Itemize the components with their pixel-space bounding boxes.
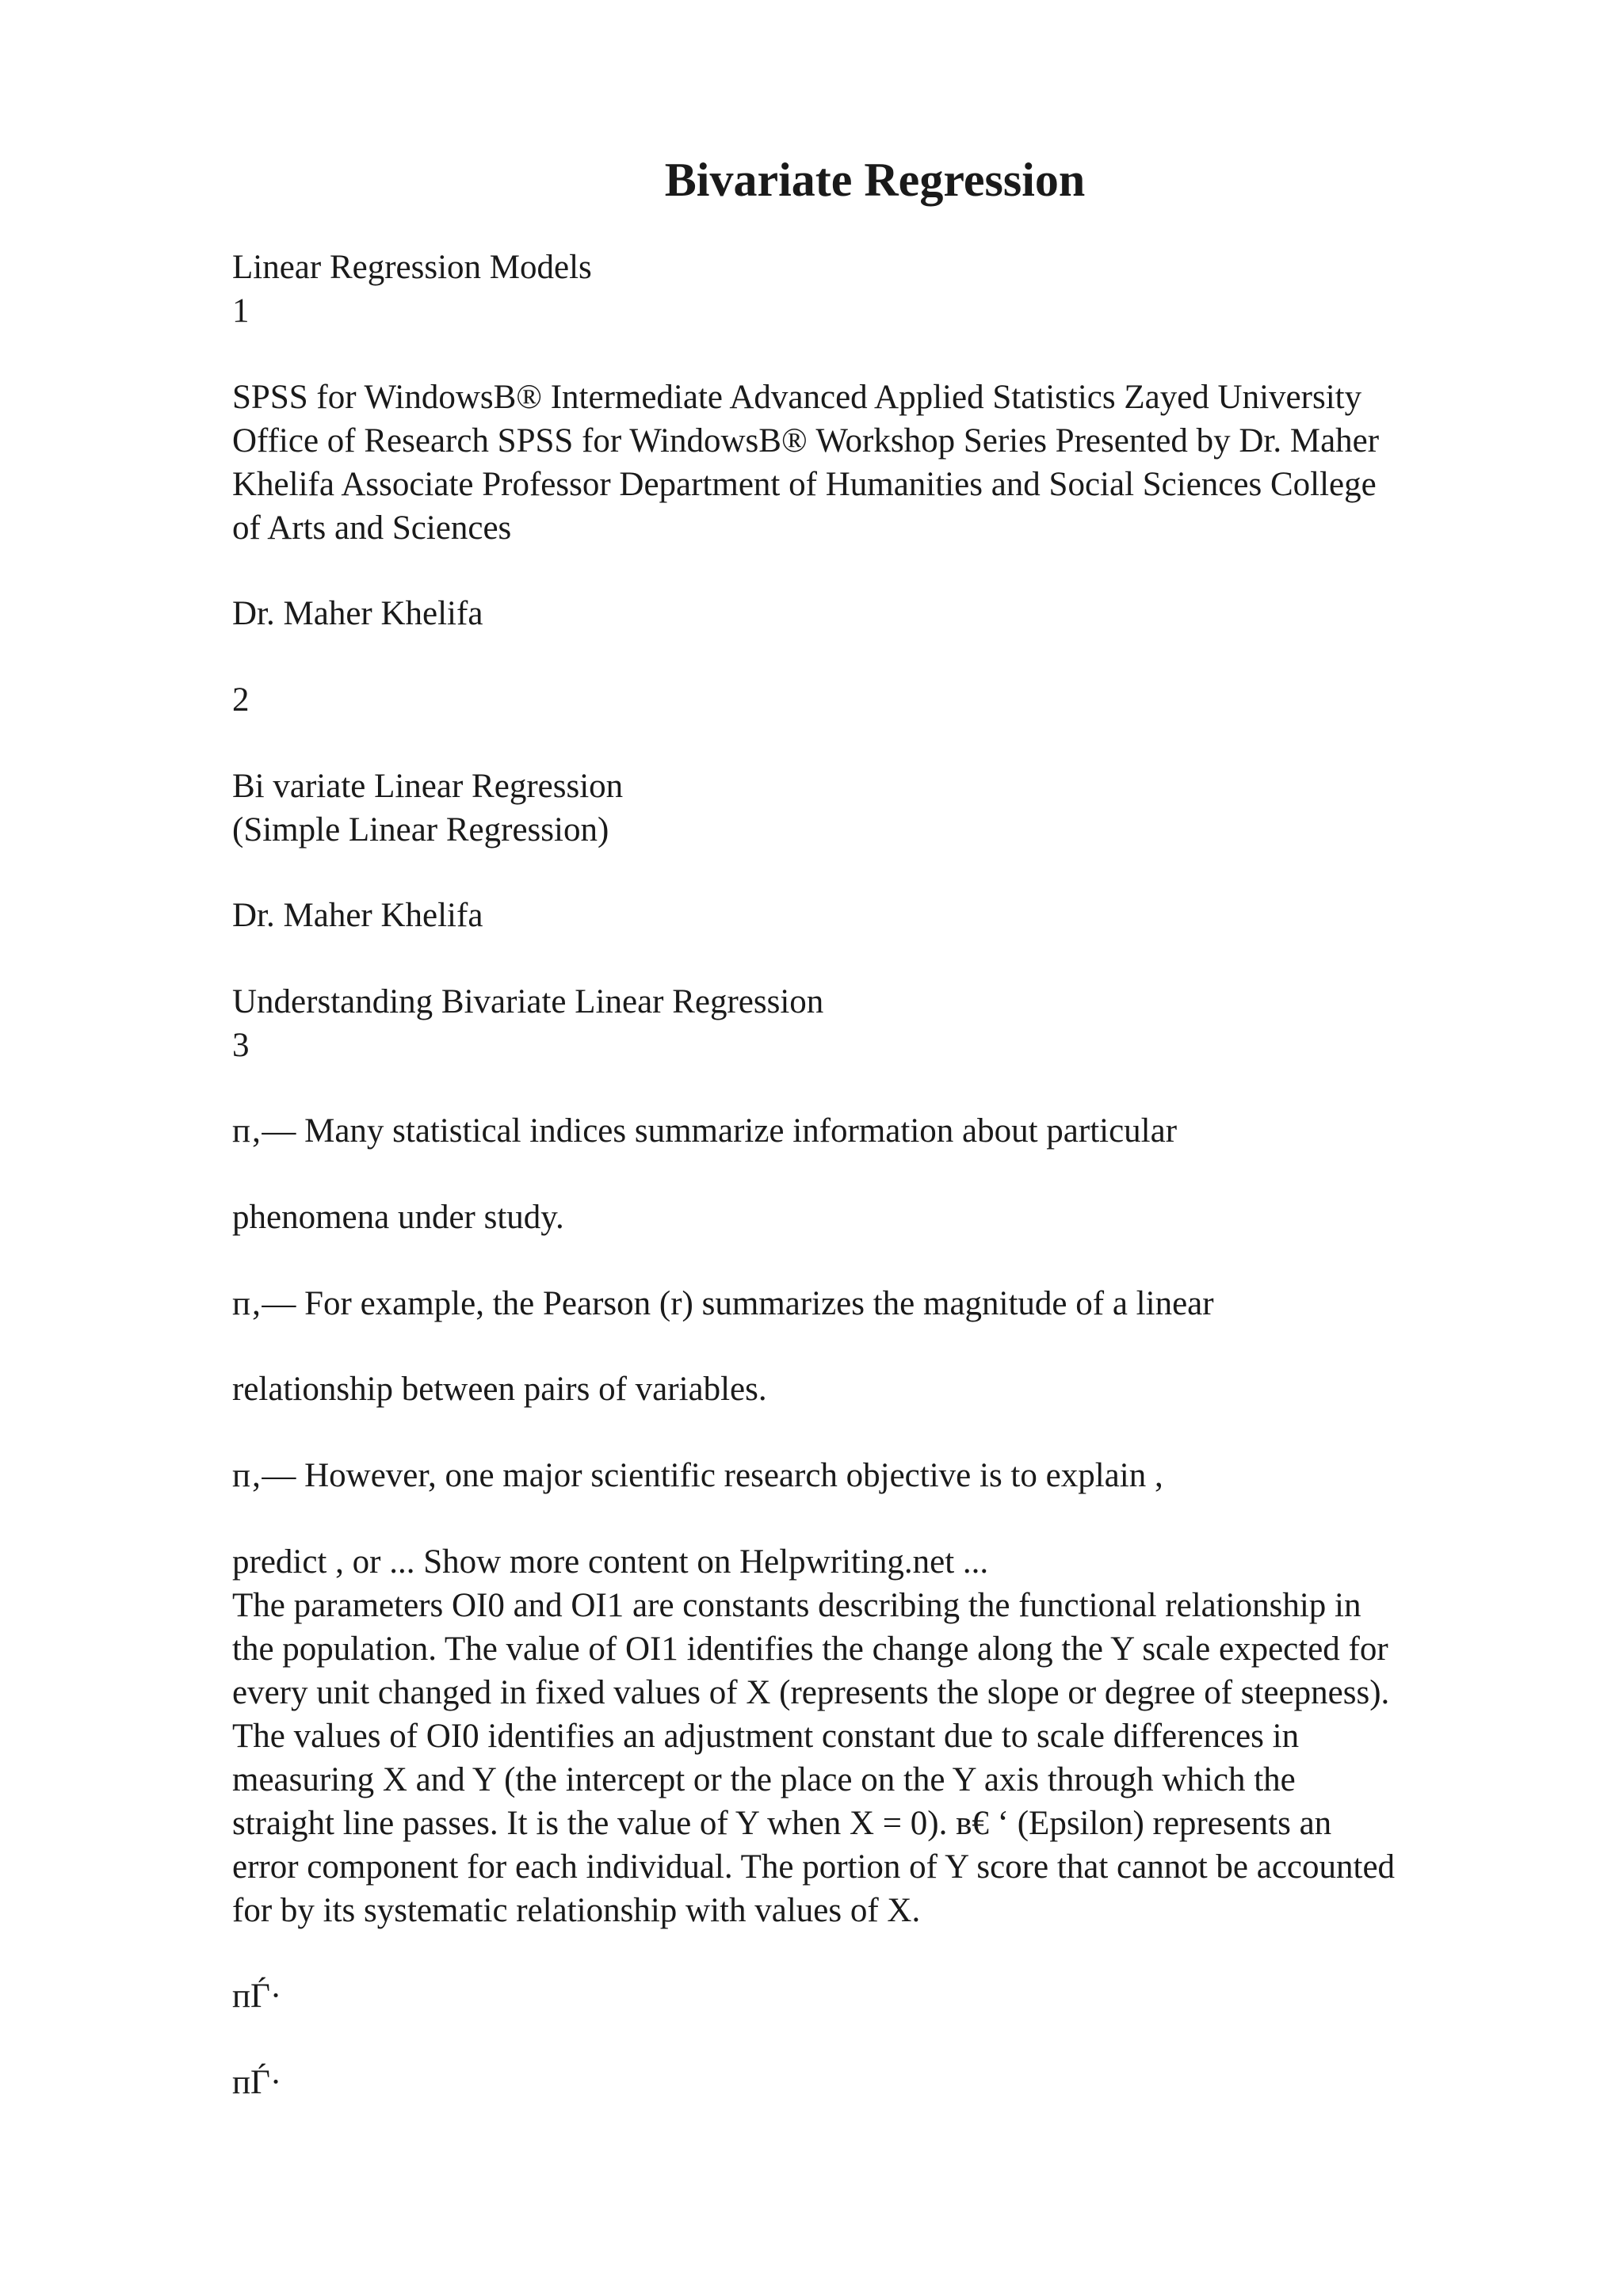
bullet-glyph: пЃ· bbox=[232, 1978, 282, 2015]
text-line: Office of Research SPSS for WindowsВ® Workshop Series Presented by Dr. Maher bbox=[232, 422, 1380, 460]
text-line: of Arts and Sciences bbox=[232, 509, 512, 547]
text-line: predict , or ... Show more content on Helpwriting.net ... bbox=[232, 1543, 989, 1581]
slide-number: 2 bbox=[232, 681, 250, 719]
slide-number: 1 bbox=[232, 292, 250, 330]
bullet-glyph: пЃ· bbox=[232, 2064, 282, 2101]
text-line: straight line passes. It is the value of Y when X = 0). в€ ‘ (Epsilon) represents an bbox=[232, 1805, 1332, 1842]
slide-heading: Bi variate Linear Regression bbox=[232, 768, 624, 805]
text-line: relationship between pairs of variables. bbox=[232, 1371, 767, 1408]
text-line: every unit changed in fixed values of X (represents the slope or degree of steepness). bbox=[232, 1674, 1390, 1711]
author-name: Dr. Maher Khelifa bbox=[232, 897, 483, 934]
slide-heading: Linear Regression Models bbox=[232, 249, 592, 286]
text-line: SPSS for WindowsВ® Intermediate Advanced Applied Statistics Zayed University bbox=[232, 379, 1362, 416]
text-line: Khelifa Associate Professor Department of Humanities and Social Sciences College bbox=[232, 466, 1377, 503]
slide-subheading: (Simple Linear Regression) bbox=[232, 811, 609, 849]
text-line: The values of OI0 identifies an adjustment constant due to scale differences in bbox=[232, 1718, 1300, 1755]
bullet-line: п‚— For example, the Pearson (r) summarizes the magnitude of a linear bbox=[232, 1285, 1214, 1322]
slide-number: 3 bbox=[232, 1027, 250, 1064]
bullet-line: п‚— However, one major scientific research objective is to explain , bbox=[232, 1457, 1163, 1494]
text-line: error component for each individual. The portion of Y score that cannot be accounted bbox=[232, 1848, 1396, 1886]
bullet-line: п‚— Many statistical indices summarize information about particular bbox=[232, 1112, 1178, 1150]
document-title-text: Bivariate Regression bbox=[664, 154, 1086, 206]
text-line: for by its systematic relationship with values of X. bbox=[232, 1892, 921, 1929]
text-line: measuring X and Y (the intercept or the place on the Y axis through which the bbox=[232, 1761, 1296, 1798]
text-line: phenomena under study. bbox=[232, 1199, 564, 1236]
author-name: Dr. Maher Khelifa bbox=[232, 595, 483, 632]
text-line: the population. The value of OI1 identifies the change along the Y scale expected for bbox=[232, 1630, 1388, 1668]
text-line: The parameters OI0 and OI1 are constants describing the functional relationship in bbox=[232, 1587, 1361, 1624]
slide-heading: Understanding Bivariate Linear Regression bbox=[232, 983, 824, 1020]
document-title bbox=[0, 152, 1623, 208]
